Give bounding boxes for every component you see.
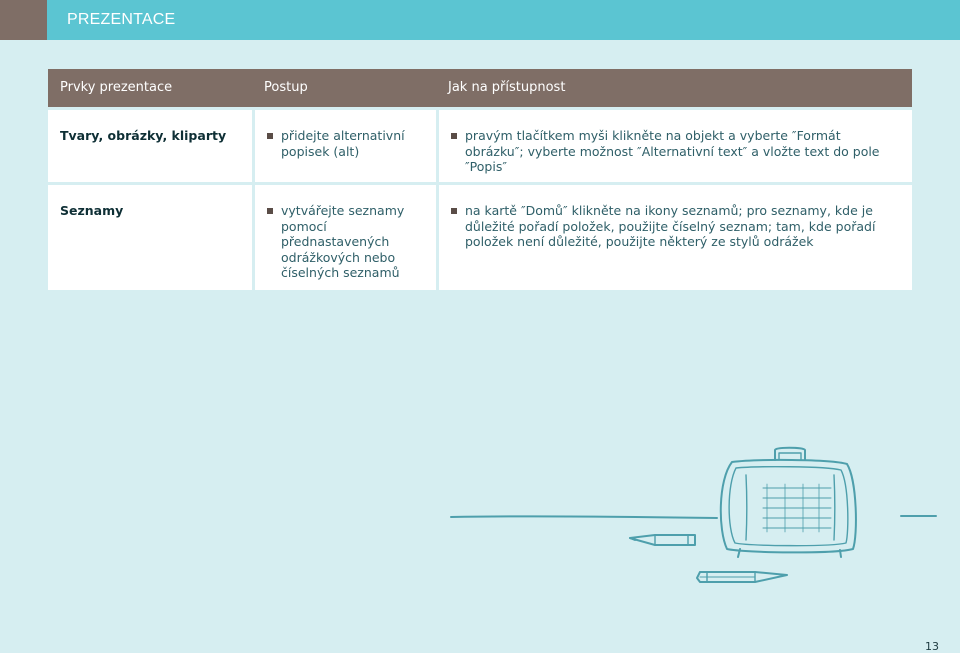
- column-header-element: Prvky prezentace: [60, 80, 173, 95]
- row-element-cell: Tvary, obrázky, kliparty: [48, 110, 252, 182]
- square-bullet-icon: [267, 208, 273, 214]
- header-accent-tab: [0, 0, 47, 40]
- page-number: 13: [925, 640, 939, 653]
- row-step-cell: [255, 185, 436, 290]
- column-header-step: Postup: [264, 80, 308, 95]
- bullet-item: [451, 128, 902, 175]
- header-bar: [0, 0, 960, 40]
- row-element-cell: Seznamy: [48, 185, 252, 290]
- ground-line-left: [451, 516, 717, 518]
- sketch-illustration: [445, 440, 945, 600]
- bullet-item: [267, 128, 426, 159]
- page-title: PREZENTACE: [67, 11, 176, 28]
- suitcase-icon: [721, 448, 856, 557]
- bullet-item: [451, 203, 902, 250]
- step-text: vytvářejte seznamy pomocí přednastavených odrážkových nebo číselných seznamů: [281, 203, 405, 280]
- table-row: [48, 185, 912, 290]
- row-howto-cell: [439, 110, 912, 182]
- column-header-howto: Jak na přístupnost: [448, 80, 566, 95]
- square-bullet-icon: [451, 133, 457, 139]
- row-howto-cell: [439, 185, 912, 290]
- howto-text: na kartě ″Domů″ klikněte na ikony seznamů; pro seznamy, kde je důležité pořadí položek, použijte číselný seznam; tam, kde pořadí položek není důležité, použijte některý ze stylů odrážek: [465, 203, 876, 249]
- table-header: [48, 69, 912, 107]
- square-bullet-icon: [267, 133, 273, 139]
- table-row: [48, 110, 912, 182]
- pencil-icon: [630, 535, 695, 545]
- row-step-cell: [255, 110, 436, 182]
- howto-text: pravým tlačítkem myši klikněte na objekt a vyberte ″Formát obrázku″; vyberte možnost ″Alternativní text″ a vložte text do pole ″Popis″: [465, 128, 880, 174]
- bullet-item: [267, 203, 426, 281]
- square-bullet-icon: [451, 208, 457, 214]
- step-text: přidejte alternativní popisek (alt): [281, 128, 405, 159]
- accessibility-table: [48, 69, 912, 290]
- pencil-icon: [697, 572, 787, 582]
